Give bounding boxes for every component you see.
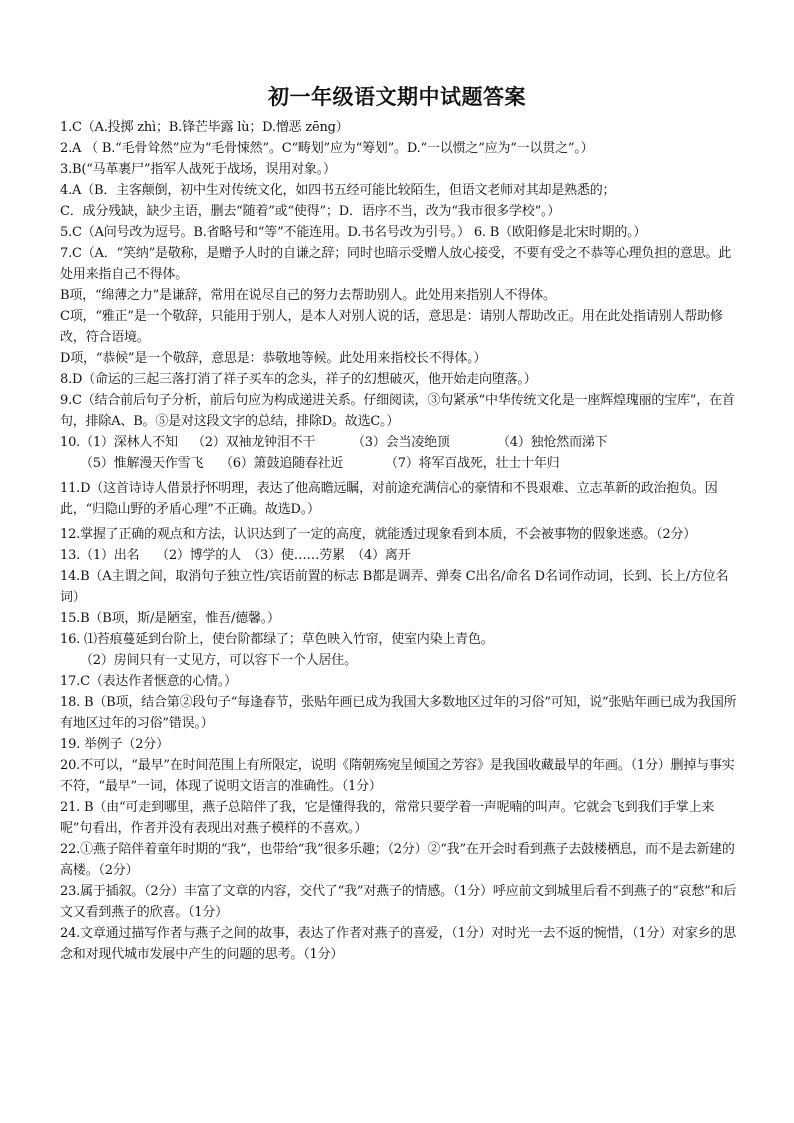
answer-7: 7.C（A．“笑纳”是敬称，是赠予人时的自谦之辞；同时也暗示受赠人放心接受，不要有受之不恭等心理负担的意思。此处用来指自己不得体。 — [60, 246, 732, 282]
answer-18: 18. B（B项，结合第②段句子“每逢春节，张贴年画已成为我国大多数地区过年的习俗”可知，说“张贴年画已成为我国所有地区过年的习俗”错误。） — [60, 695, 737, 731]
answer-8: 8.D（命运的三起三落打消了祥子买车的念头，祥子的幻想破灭，他开始走向堕落。） — [60, 372, 537, 387]
answer-10-item: （2）双袖龙钟泪不干 — [192, 435, 316, 450]
page-title: 初一年级语文期中试题答案 — [268, 85, 526, 109]
answer-4: 4.A（B．主客颠倒，初中生对传统文化，如四书五经可能比较陌生，但语文老师对其却是熟悉的； — [60, 183, 616, 198]
answer-10-item: （4）独怆然而涕下 — [497, 435, 608, 450]
answer-10-row1 — [60, 432, 738, 453]
answer-7-d: D项，“恭候”是一个敬辞，意思是：恭敬地等候。此处用来指校长不得体。） — [60, 351, 487, 366]
answer-12: 12.掌握了正确的观点和方法，认识达到了一定的高度，就能透过现象看到本质，不会被事物的假象迷惑。（2分） — [60, 527, 697, 542]
answer-3: 3.B(“马革裹尸”指军人战死于战场，误用对象。） — [60, 162, 336, 177]
answer-10-item: （5）惟解漫天作雪飞 — [80, 456, 204, 471]
answer-17: 17.C（表达作者惬意的心情。） — [60, 674, 237, 689]
answer-9: 9.C（结合前后句子分析，前后句应为构成递进关系。仔细阅读，③句紧承“中华传统文化是一座辉煌瑰丽的宝库”，在首句，排除A、B。⑤是对这段文字的总结，排除D。故选C。） — [60, 393, 735, 429]
answer-13: 13.（1）出名 （2）博学的人 （3）使……劳累 （4）离开 — [60, 548, 411, 563]
answer-2: 2.A （ B.“毛骨耸然”应为“毛骨悚然”。C“畴划”应为“筹划”。D.“一以惯之”应为“一以贯之”。） — [60, 141, 594, 156]
answer-21: 21. B（由“可走到哪里，燕子总陪伴了我，它是懂得我的，常常只要学着一声呢喃的叫声。它就会飞到我们手掌上来呢”句看出，作者并没有表现出对燕子模样的不喜欢。） — [60, 800, 715, 836]
answer-23: 23.属于插叙。（2分）丰富了文章的内容，交代了“我”对燕子的情感。（1分）呼应前文到城里后看不到燕子的“哀愁”和后文又看到燕子的欣喜。（1分） — [60, 884, 737, 920]
answer-24: 24.文章通过描写作者与燕子之间的故事，表达了作者对燕子的喜爱，（1分）对时光一去不返的惋惜，（1分）对家乡的思念和对现代城市发展中产生的问题的思考。（1分） — [60, 926, 737, 962]
answer-4-cont: C．成分残缺，缺少主语，删去“随着”或“使得”；D．语序不当，改为“我市很多学校”。） — [60, 204, 561, 219]
answer-16-1: 16. ⑴苔痕蔓延到台阶上，使台阶都绿了；草色映入竹帘，使室内染上青色。 — [60, 632, 494, 647]
answer-20: 20.不可以，“最早”在时间范围上有所限定，说明《隋朝殇宛呈倾国之芳容》是我国收藏最早的年画。（1分）删掉与事实不符，“最早”一词，体现了说明文语言的准确性。（1分） — [60, 758, 735, 794]
answer-5-6: 5.C（A问号改为逗号。B.省略号和“等”不能连用。D.书名号改为引号。） 6. B（欧阳修是北宋时期的。） — [60, 225, 647, 240]
answer-7-b: B项，“绵薄之力”是谦辞，常用在说尽自己的努力去帮助别人。此处用来指别人不得体。 — [60, 288, 556, 303]
answer-22: 22.①燕子陪伴着童年时期的“我”，也带给“我”很多乐趣；（2分）②“我”在开会时看到燕子去鼓楼栖息，而不是去新建的高楼。（2分） — [60, 842, 735, 878]
answer-content — [60, 117, 738, 965]
answer-10-item: （6）箫鼓追随春社近 — [220, 456, 344, 471]
answer-10-row2 — [60, 453, 738, 474]
answer-16-2: （2）房间只有一丈见方，可以容下一个人居住。 — [80, 653, 357, 668]
answer-10-item: 10.（1）深林人不知 — [60, 435, 178, 450]
answer-10-item: （3）会当凌绝顶 — [352, 435, 450, 450]
answer-1: 1.C（A.投掷 zhì；B.锋芒毕露 lù；D.憎恶 zēng） — [60, 120, 349, 135]
answer-14: 14.B（A主谓之间，取消句子独立性/宾语前置的标志 B都是调弄、弹奏 C出名/命名 D名词作动词，长到、长上/方位名词） — [60, 569, 729, 605]
answer-11: 11.D（这首诗诗人借景抒怀明理，表达了他高瞻远瞩，对前途充满信心的豪情和不畏艰难、立志革新的政治抱负。因此，“归隐山野的矛盾心理”不正确。故选D。） — [60, 481, 718, 517]
answer-19: 19. 举例子（2分） — [60, 737, 169, 752]
answer-15: 15.B（B项，斯/是陋室，惟吾/德馨。） — [60, 611, 280, 626]
answer-7-c: C项，“雅正”是一个敬辞，只能用于别人，是本人对别人说的话，意思是：请别人帮助改正。用在此处指请别人帮助修改，符合语境。 — [60, 309, 723, 345]
answer-10-item: （7）将军百战死，壮士十年归 — [385, 456, 560, 471]
